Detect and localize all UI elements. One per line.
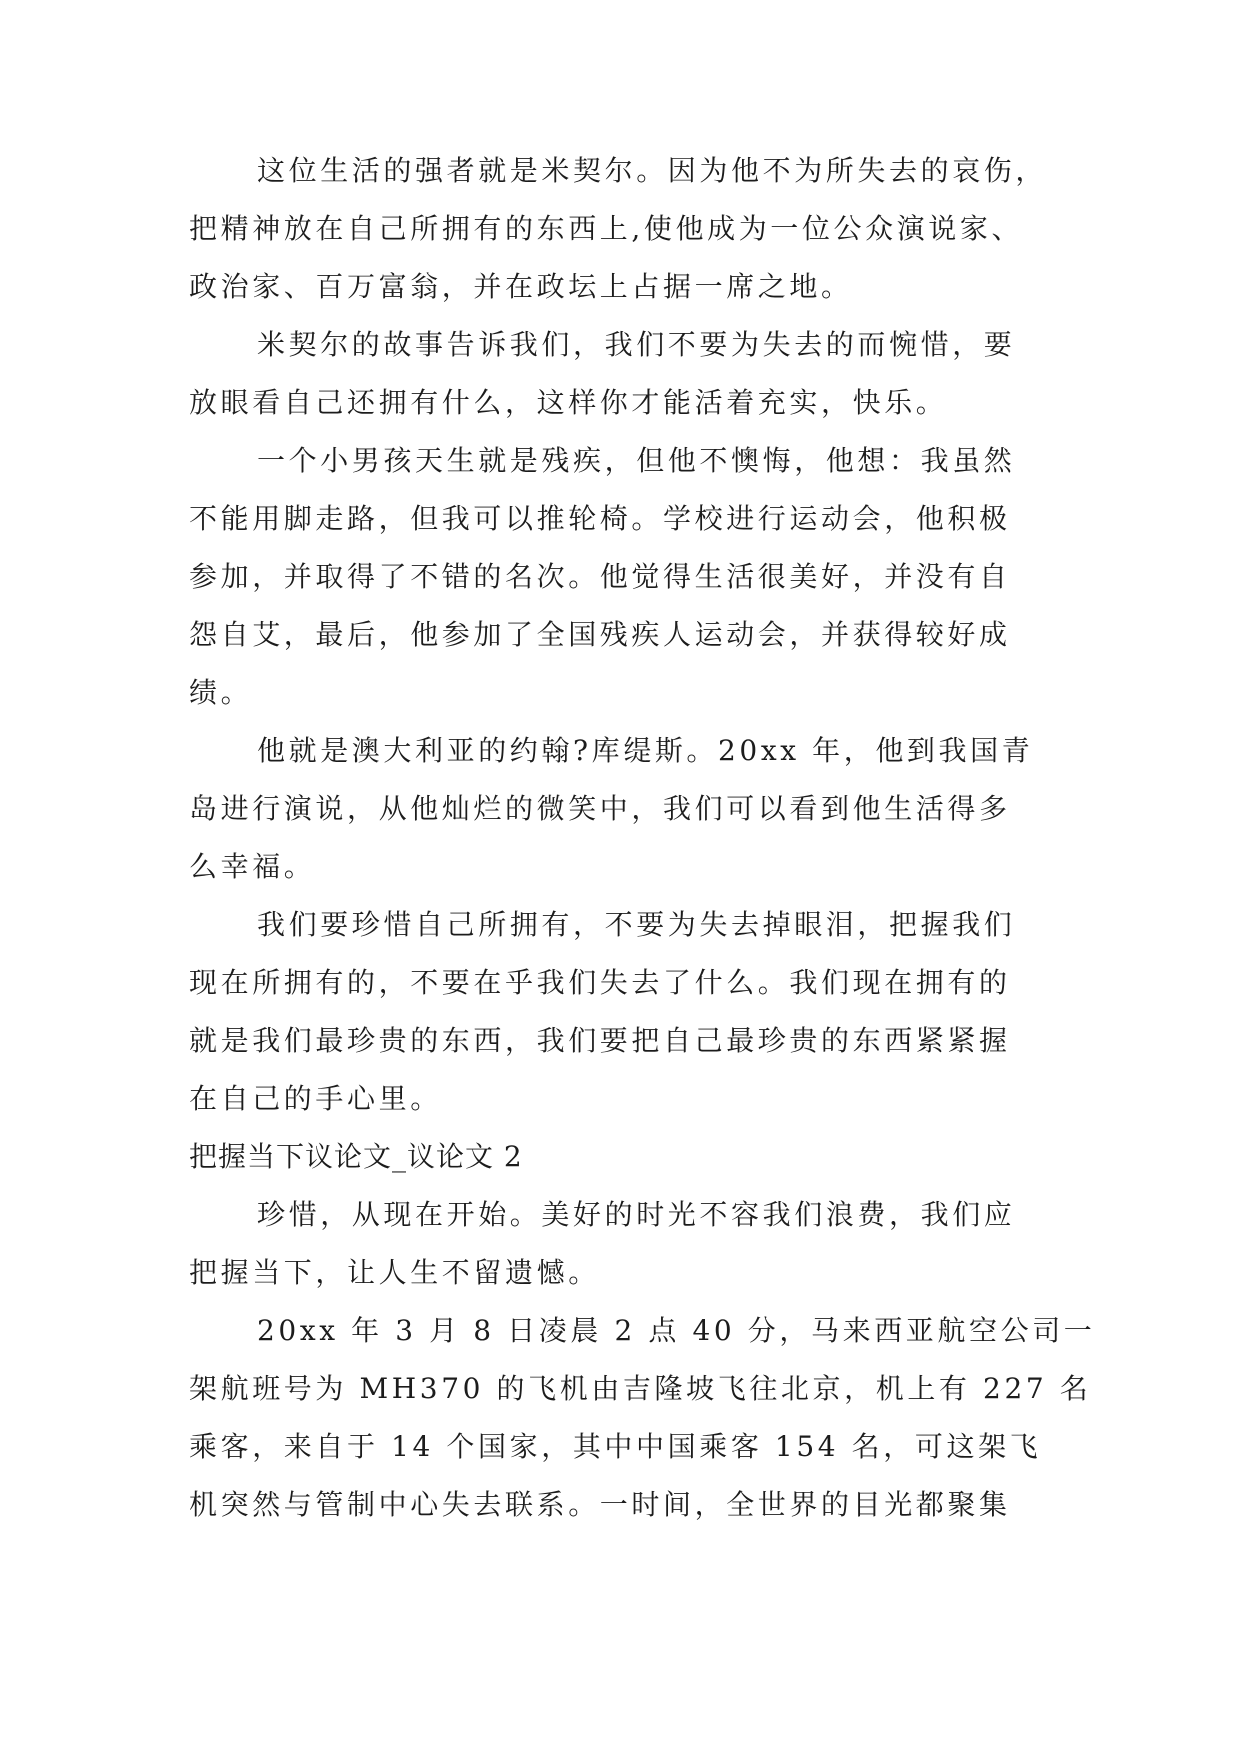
text-line: 政治家、百万富翁，并在政坛上占据一席之地。 xyxy=(189,270,853,303)
text-line: 一个小男孩天生就是残疾，但他不懊悔，他想：我虽然 xyxy=(257,444,1016,477)
text-line: 这位生活的强者就是米契尔。因为他不为所失去的哀伤， xyxy=(257,154,1048,187)
text-line: 就是我们最珍贵的东西，我们要把自己最珍贵的东西紧紧握 xyxy=(189,1024,1011,1057)
text-line: 我们要珍惜自己所拥有，不要为失去掉眼泪，把握我们 xyxy=(257,908,1016,941)
text-line: 把精神放在自己所拥有的东西上,使他成为一位公众演说家、 xyxy=(189,212,1024,245)
text-line: 米契尔的故事告诉我们，我们不要为失去的而惋惜，要 xyxy=(257,328,1016,361)
text-line: 参加，并取得了不错的名次。他觉得生活很美好，并没有自 xyxy=(189,560,1011,593)
text-line: 机突然与管制中心失去联系。一时间，全世界的目光都聚集 xyxy=(189,1488,1011,1521)
text-line: 不能用脚走路，但我可以推轮椅。学校进行运动会，他积极 xyxy=(189,502,1011,535)
text-line: 20xx 年 3 月 8 日凌晨 2 点 40 分，马来西亚航空公司一 xyxy=(257,1314,1096,1347)
text-line: 么幸福。 xyxy=(189,850,316,883)
section-heading: 把握当下议论文_议论文 2 xyxy=(189,1140,523,1173)
text-line: 架航班号为 MH370 的飞机由吉隆坡飞往北京，机上有 227 名 xyxy=(189,1372,1092,1405)
text-line: 珍惜，从现在开始。美好的时光不容我们浪费，我们应 xyxy=(257,1198,1016,1231)
text-line: 在自己的手心里。 xyxy=(189,1082,442,1115)
text-line: 放眼看自己还拥有什么，这样你才能活着充实，快乐。 xyxy=(189,386,948,419)
text-line: 把握当下，让人生不留遗憾。 xyxy=(189,1256,600,1289)
text-line: 现在所拥有的，不要在乎我们失去了什么。我们现在拥有的 xyxy=(189,966,1011,999)
text-line: 他就是澳大利亚的约翰?库缇斯。20xx 年，他到我国青 xyxy=(257,734,1034,767)
text-line: 乘客，来自于 14 个国家，其中中国乘客 154 名，可这架飞 xyxy=(189,1430,1042,1463)
text-line: 怨自艾，最后，他参加了全国残疾人运动会，并获得较好成 xyxy=(189,618,1011,651)
text-line: 岛进行演说，从他灿烂的微笑中，我们可以看到他生活得多 xyxy=(189,792,1011,825)
text-line: 绩。 xyxy=(189,676,253,709)
